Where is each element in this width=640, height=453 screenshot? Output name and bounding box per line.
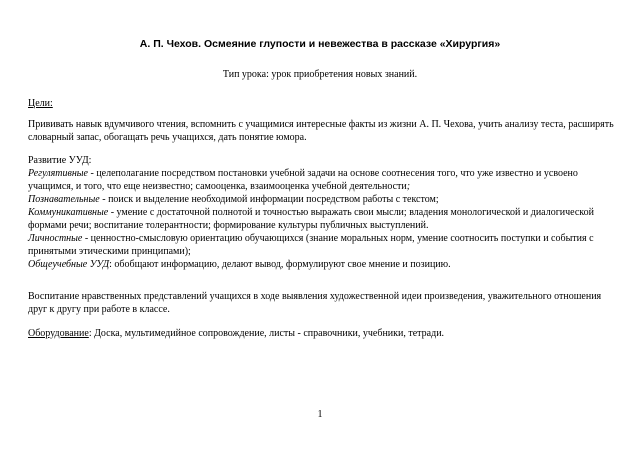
goals-heading <box>28 97 618 110</box>
equipment <box>28 327 618 340</box>
uud-personal-text: - ценностно-смысловую ориентацию обучающихся (знание моральных норм, умение соотносить поступки и события с принятыми этическими принципами); <box>28 233 594 257</box>
uud-communicative <box>28 206 618 232</box>
page-number: 1 <box>317 409 323 420</box>
uud-regulative-tail: ; <box>406 181 411 192</box>
uud-heading: Развитие УУД: <box>28 155 92 166</box>
equipment-text: : Доска, мультимедийное сопровождение, листы - справочники, учебники, тетради. <box>88 328 445 339</box>
uud-general-label: Общеучебные УУД <box>28 259 110 270</box>
upbringing-text: Воспитание нравственных представлений учащихся в ходе выявления художественной идеи произведения, уважительного отношения друг к другу при работе в классе. <box>28 291 602 315</box>
uud-cognitive <box>28 193 618 206</box>
uud-personal-label: Личностные <box>28 233 83 244</box>
uud-cognitive-label: Познавательные - <box>28 194 106 205</box>
uud-communicative-text: - умение с достаточной полнотой и точностью выражать свои мысли; владения монологической и диалогической формами речи; воспитание толерантности; формирование культуры публичных выступлений. <box>28 207 595 231</box>
uud-regulative-label: Регулятивные <box>28 168 88 179</box>
lesson-type: Тип урока: урок приобретения новых знаний. <box>222 69 418 80</box>
uud-cognitive-text: поиск и выделение необходимой информации посредством работы с текстом; <box>105 194 439 205</box>
uud-general <box>28 258 618 271</box>
uud-regulative-text: - целеполагание посредством постановки учебной задачи на основе соотнесения того, что уже известно и усвоено учащимся, и того, что еще неизвестно; самооценка, взаимооценка учебной деятельности <box>28 168 578 192</box>
document-title: А. П. Чехов. Осмеяние глупости и невежества в рассказе «Хирургия» <box>139 38 501 50</box>
equipment-label: Оборудование <box>28 328 89 339</box>
uud-general-text: : обобщают информацию, делают вывод, формулируют свое мнение и позицию. <box>109 259 451 270</box>
uud-personal <box>28 232 618 258</box>
uud-communicative-label: Коммуникативные <box>28 207 109 218</box>
goals-heading-text: Цели: <box>28 98 53 109</box>
uud-section <box>28 154 618 271</box>
goals-text: Прививать навык вдумчивого чтения, вспомнить с учащимися интересные факты из жизни А. П. Чехова, учить анализу теста, расширять словарный запас, обогащать речь учащихся, дать понятие юмора. <box>28 119 614 143</box>
uud-regulative <box>28 167 618 193</box>
